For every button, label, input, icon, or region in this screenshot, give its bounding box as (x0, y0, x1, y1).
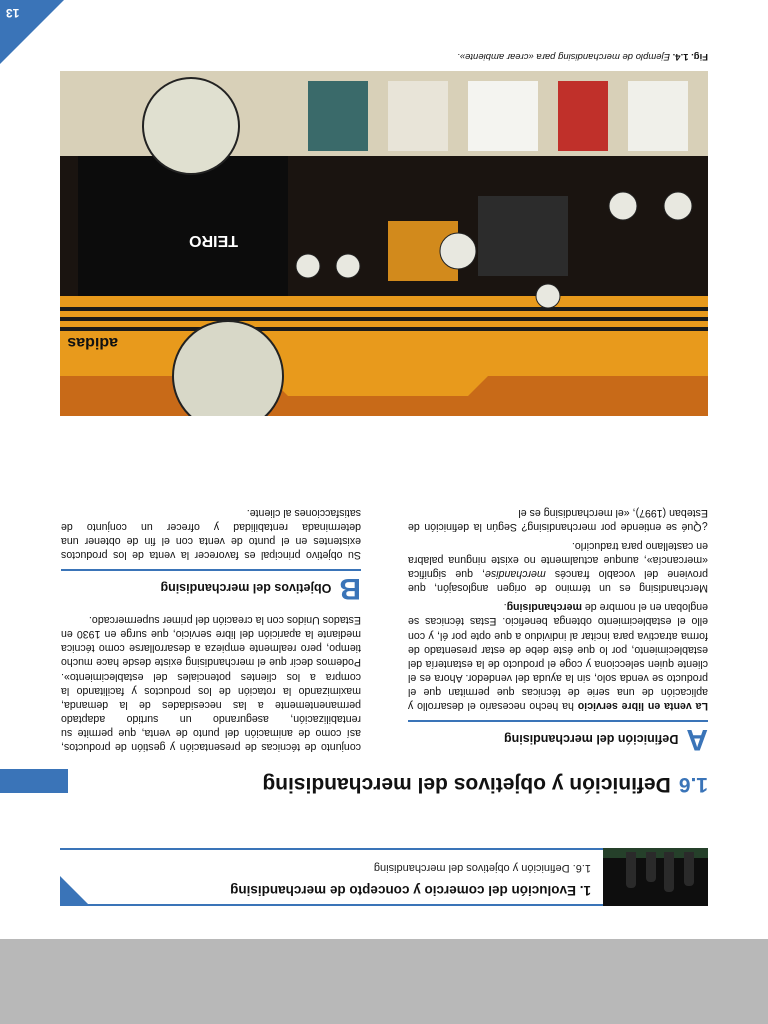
chapter-header (60, 848, 708, 906)
paragraph-a3: ¿Qué se entiende por merchandising? Según la definición de Esteban (1997), «el merchandising es el (408, 506, 708, 533)
figure-caption (60, 51, 708, 62)
product-text: TEIRO (189, 232, 238, 249)
subsection-a-title: Definición del merchandising (503, 732, 679, 747)
paragraph-a1-end: . (503, 601, 507, 614)
section-accent-bar (0, 769, 68, 793)
paragraph-a2-text: Merchandising es un término de origen anglosajón, que proviene del vocablo francés (408, 568, 708, 595)
emphasis-term: merchandise (485, 568, 546, 581)
page-number: 13 (6, 6, 20, 20)
lead-term: La venta en libre servicio (577, 700, 708, 712)
soccer-ball-top (143, 78, 239, 174)
header-photo (603, 848, 708, 906)
caption-label: Fig. 1.4. (672, 51, 708, 62)
page-number-corner (0, 0, 64, 64)
merchandising-term: merchandising (506, 601, 582, 614)
header-corner (60, 876, 88, 904)
caption-text: Ejemplo de merchandising para «crear ambiente». (457, 51, 673, 62)
chapter-title: 1. Evolución del comercio y concepto de merchandising (230, 883, 591, 898)
section-title-text: Definición y objetivos del merchandising (262, 773, 671, 796)
brand-text: adidas (67, 334, 118, 351)
paragraph-a2-end: , que significa «mercancía», aunque actualmente no existe ninguna palabra en castellano para traducirlo. (408, 539, 708, 581)
subsection-a-heading (408, 720, 708, 754)
paragraph-a2 (408, 539, 708, 595)
paragraph-continued: conjunto de técnicas de presentación y gestión de productos, así como de animación del punto de venta, que permite su rentabilización, asegurando un surtido adaptado permanentemente a las necesidades de la demanda, maximizando la rotación de los productos y facilitando la compra a los clientes potenciales del establecimiento». Podemos decir que el merchandising existe desde hace mucho tiempo, pero realmente empieza a desarrollarse como técnica mediante la aparición del libre servicio, que surge en 1930 en Estados Unidos con la creación del primer supermercado. (61, 614, 361, 753)
section-number: 1.6 (678, 773, 708, 796)
subsection-b-heading (61, 569, 361, 606)
section-title (262, 772, 708, 796)
subsection-b-title: Objetivos del merchandising (160, 581, 332, 596)
header-box (60, 848, 603, 906)
scanner-border (0, 939, 768, 1024)
subsection-a-letter: A (686, 723, 708, 756)
product-box (78, 156, 288, 296)
store-photo-graphic (60, 71, 708, 416)
paragraph-a1-text: ha hecho necesario el desarrollo y aplicación de una serie de técnicas que permitan que el producto se venda solo, sin la ayuda del vendedor. Ahora es el cliente quien selecciona y coge el producto de la estantería del establecimiento, por lo que éste debe de estar presentado de forma atractiva para incitar al individuo a que opte por él, y con ello el establecimiento obtenga beneficio. Estas técnicas se engloban en el nombre de (408, 601, 708, 712)
paragraph-b1: Su objetivo principal es favorecer la venta de los productos existentes en el punto de venta con el fin de obtener una determinada rentabilidad y ofrecer un conjunto de satisfacciones al cliente. (61, 506, 361, 562)
subsection-b-letter: B (339, 572, 361, 606)
store-photo (60, 71, 708, 416)
column-right (61, 501, 361, 754)
chapter-subtitle: 1.6. Definición y objetivos del merchandising (373, 862, 591, 874)
paragraph-a1 (408, 600, 708, 713)
column-left (408, 501, 708, 754)
